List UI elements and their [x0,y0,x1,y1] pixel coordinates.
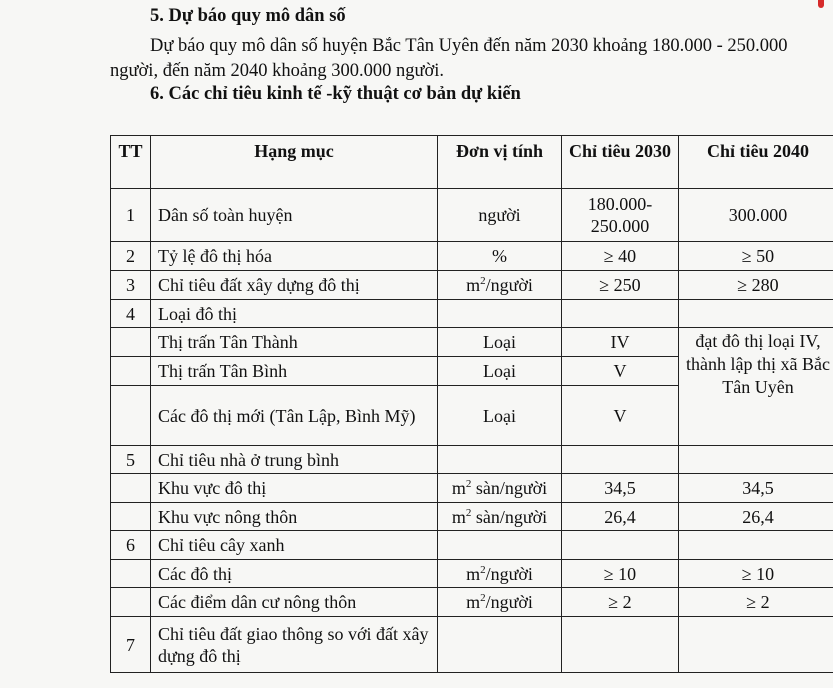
cell-2030: ≥ 10 [562,560,679,588]
cell-item: Các đô thị [151,560,438,588]
table-row [111,242,833,271]
table-row [111,588,833,617]
table-row [111,617,833,673]
cell-item: Loại đô thị [151,300,438,328]
header-unit: Đơn vị tính [438,136,562,189]
unit-superscript: 2 [480,592,486,604]
cell-2040-merged: đạt đô thị loại IV, thành lập thị xã Bắc Tân Uyên [679,328,833,446]
cell-item: Các đô thị mới (Tân Lập, Bình Mỹ) [151,386,438,446]
table-header-row [111,136,833,189]
cell-2030 [562,446,679,474]
indicators-table [110,135,833,673]
cell-tt: 7 [111,617,151,673]
unit-rest: /người [485,592,533,612]
cell-tt [111,588,151,617]
cell-unit [438,588,562,617]
cell-item: Chỉ tiêu nhà ở trung bình [151,446,438,474]
cell-2040: ≥ 280 [679,271,833,300]
cell-2030: ≥ 40 [562,242,679,271]
section-5-heading: 5. Dự báo quy mô dân số [150,6,346,26]
table-row [111,271,833,300]
cell-2040: 300.000 [679,189,833,242]
unit-rest: /người [485,563,533,584]
cell-tt: 6 [111,531,151,560]
cell-2030: ≥ 250 [562,271,679,300]
cell-2040: ≥ 50 [679,242,833,271]
cell-2030: ≥ 2 [562,588,679,617]
header-2040: Chỉ tiêu 2040 [679,136,833,189]
cell-tt: 3 [111,271,151,300]
cell-2030 [562,531,679,560]
unit-base: m [466,592,481,612]
unit-base: m [451,478,466,498]
cell-item: Khu vực đô thị [151,474,438,503]
cell-item: Thị trấn Tân Bình [151,357,438,386]
cell-tt: 4 [111,300,151,328]
cell-2030: 180.000-250.000 [562,189,679,242]
cell-2030: 34,5 [562,474,679,503]
table-row [111,446,833,474]
red-corner-mark [818,0,824,8]
cell-tt: 2 [111,242,151,271]
unit-superscript: 2 [465,506,472,519]
cell-2040 [679,300,833,328]
cell-unit [438,531,562,560]
cell-item: Dân số toàn huyện [151,189,438,242]
cell-2030: V [562,357,679,386]
cell-item: Chỉ tiêu cây xanh [151,531,438,560]
cell-unit [438,474,562,503]
cell-2040 [679,446,833,474]
cell-tt [111,328,151,357]
table-row [111,300,833,328]
cell-unit: Loại [438,386,562,446]
unit-base: m [466,275,481,295]
cell-unit [438,560,562,588]
cell-unit: Loại [438,328,562,357]
cell-2040: ≥ 10 [679,560,833,588]
cell-unit: Loại [438,357,562,386]
cell-2030 [562,617,679,673]
cell-2030: V [562,386,679,446]
cell-item: Thị trấn Tân Thành [151,328,438,357]
table-row [111,328,833,357]
section-5-paragraph: Dự báo quy mô dân số huyện Bắc Tân Uyên đến năm 2030 khoảng 180.000 - 250.000 người, đến năm 2040 khoảng 300.000 người. [110,36,788,81]
cell-unit [438,503,562,531]
cell-tt [111,386,151,446]
table-row [111,560,833,588]
cell-2040 [679,617,833,673]
cell-2040 [679,531,833,560]
unit-superscript: 2 [480,275,486,287]
cell-tt [111,503,151,531]
cell-tt: 1 [111,189,151,242]
cell-item: Chỉ tiêu đất giao thông so với đất xây dựng đô thị [151,617,438,673]
unit-base: m [451,506,466,527]
cell-2030: 26,4 [562,503,679,531]
section-6-heading: 6. Các chỉ tiêu kinh tế -kỹ thuật cơ bản dự kiến [150,84,521,104]
unit-superscript: 2 [465,478,472,490]
unit-base: m [466,563,481,584]
cell-2040: 34,5 [679,474,833,503]
cell-unit [438,300,562,328]
header-2030: Chỉ tiêu 2030 [562,136,679,189]
header-item: Hạng mục [151,136,438,189]
unit-rest: sàn/người [471,506,548,527]
cell-2030 [562,300,679,328]
cell-unit: người [438,189,562,242]
table-row [111,503,833,531]
cell-item: Tỷ lệ đô thị hóa [151,242,438,271]
cell-item: Chỉ tiêu đất xây dựng đô thị [151,271,438,300]
unit-rest: /người [485,275,533,295]
header-tt: TT [111,136,151,189]
cell-tt [111,560,151,588]
cell-unit [438,271,562,300]
table-row [111,531,833,560]
cell-tt [111,474,151,503]
cell-2030: IV [562,328,679,357]
cell-unit [438,617,562,673]
cell-tt [111,357,151,386]
cell-2040: ≥ 2 [679,588,833,617]
unit-rest: sàn/người [471,478,548,498]
cell-item: Các điểm dân cư nông thôn [151,588,438,617]
cell-item: Khu vực nông thôn [151,503,438,531]
cell-unit [438,446,562,474]
unit-superscript: 2 [480,563,486,576]
cell-unit: % [438,242,562,271]
cell-tt: 5 [111,446,151,474]
table-row [111,474,833,503]
table-row [111,189,833,242]
cell-2040: 26,4 [679,503,833,531]
